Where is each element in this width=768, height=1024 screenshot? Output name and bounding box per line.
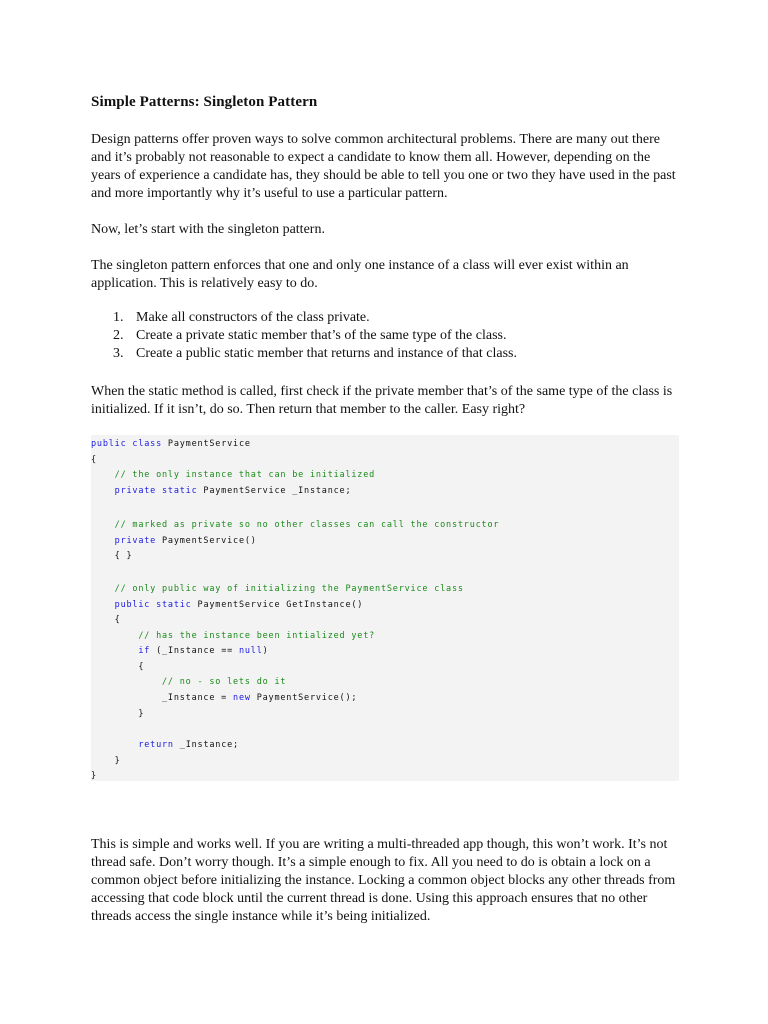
code-line (91, 708, 144, 720)
code-text: { (91, 615, 121, 625)
code-text: { (91, 662, 145, 672)
code-keyword: private (91, 536, 157, 546)
thread-safety-paragraph: This is simple and works well. If you are writing a multi-threaded app though, this won’t work. It’s not thread safe. Don’t worry though. It’s a simple enough to fix. All you need to do is obtain a lock on a common object before initializing the instance. Locking a common object blocks any other threads from accessing that code block until the current thread is done. Using this approach ensures that no other threads access the single instance while it’s being initialized. (91, 837, 676, 924)
code-text: PaymentService _Instance; (197, 486, 352, 496)
list-text: Create a public static member that returns and instance of that class. (136, 346, 517, 361)
list-item (91, 327, 517, 345)
code-line (91, 614, 121, 626)
code-line (91, 485, 351, 497)
code-comment: // has the instance been intialized yet? (91, 631, 376, 641)
code-comment: // marked as private so no other classes can call the constructor (91, 520, 500, 530)
code-text: ) (262, 646, 269, 656)
method-paragraph: When the static method is called, first check if the private member that’s of the same type of the class is initialized. If it isn’t, do so. Then return that member to the caller. Easy right? (91, 384, 673, 417)
code-text: (_Instance == (150, 646, 239, 656)
code-keyword: return (91, 740, 174, 750)
code-line (91, 739, 239, 751)
code-line (91, 630, 375, 642)
list-number: 3. (113, 346, 124, 361)
steps-list (91, 309, 517, 363)
code-text: { (91, 455, 97, 465)
list-number: 2. (113, 328, 124, 343)
code-line (91, 599, 363, 611)
code-line (91, 583, 464, 595)
list-text: Create a private static member that’s of the same type of the class. (136, 328, 507, 343)
code-line (91, 438, 251, 450)
code-keyword: public static (91, 600, 192, 610)
code-text: } (91, 709, 145, 719)
code-line (91, 770, 97, 782)
code-text: PaymentService() (156, 536, 257, 546)
list-text: Make all constructors of the class private. (136, 310, 370, 325)
list-item (91, 309, 517, 327)
code-keyword: public class (91, 439, 163, 449)
code-line (91, 550, 132, 562)
code-text: PaymentService(); (250, 693, 358, 703)
code-block (91, 435, 679, 781)
start-paragraph: Now, let’s start with the singleton pattern. (91, 222, 325, 237)
intro-paragraph: Design patterns offer proven ways to solve common architectural problems. There are many out there and it’s probably not reasonable to expect a candidate to know them all. However, depending on the years of experience a candidate has, they should be able to tell you one or two they have used in the past and more importantly why it’s useful to use a particular pattern. (91, 132, 676, 201)
code-line (91, 519, 499, 531)
code-line (91, 755, 121, 767)
code-text: PaymentService (162, 439, 251, 449)
code-line (91, 661, 144, 673)
list-item (91, 345, 517, 363)
code-keyword: new (233, 693, 251, 703)
code-comment: // the only instance that can be initialized (91, 470, 376, 480)
list-number: 1. (113, 310, 124, 325)
code-comment: // no - so lets do it (91, 677, 287, 687)
code-keyword: if (91, 646, 151, 656)
code-keyword: null (238, 646, 263, 656)
code-text: { } (91, 551, 133, 561)
code-line (91, 645, 269, 657)
code-line (91, 676, 286, 688)
code-line (91, 535, 257, 547)
code-text: _Instance = (91, 693, 234, 703)
code-keyword: private static (91, 486, 198, 496)
code-text: } (91, 756, 121, 766)
code-line (91, 454, 97, 466)
code-text: PaymentService GetInstance() (191, 600, 364, 610)
code-line (91, 692, 357, 704)
code-comment: // only public way of initializing the PaymentService class (91, 584, 464, 594)
code-line (91, 469, 375, 481)
definition-paragraph: The singleton pattern enforces that one and only one instance of a class will ever exist within an application. This is relatively easy to do. (91, 258, 629, 291)
code-text: _Instance; (173, 740, 239, 750)
document-title: Simple Patterns: Singleton Pattern (91, 94, 318, 110)
code-text: } (91, 771, 97, 781)
